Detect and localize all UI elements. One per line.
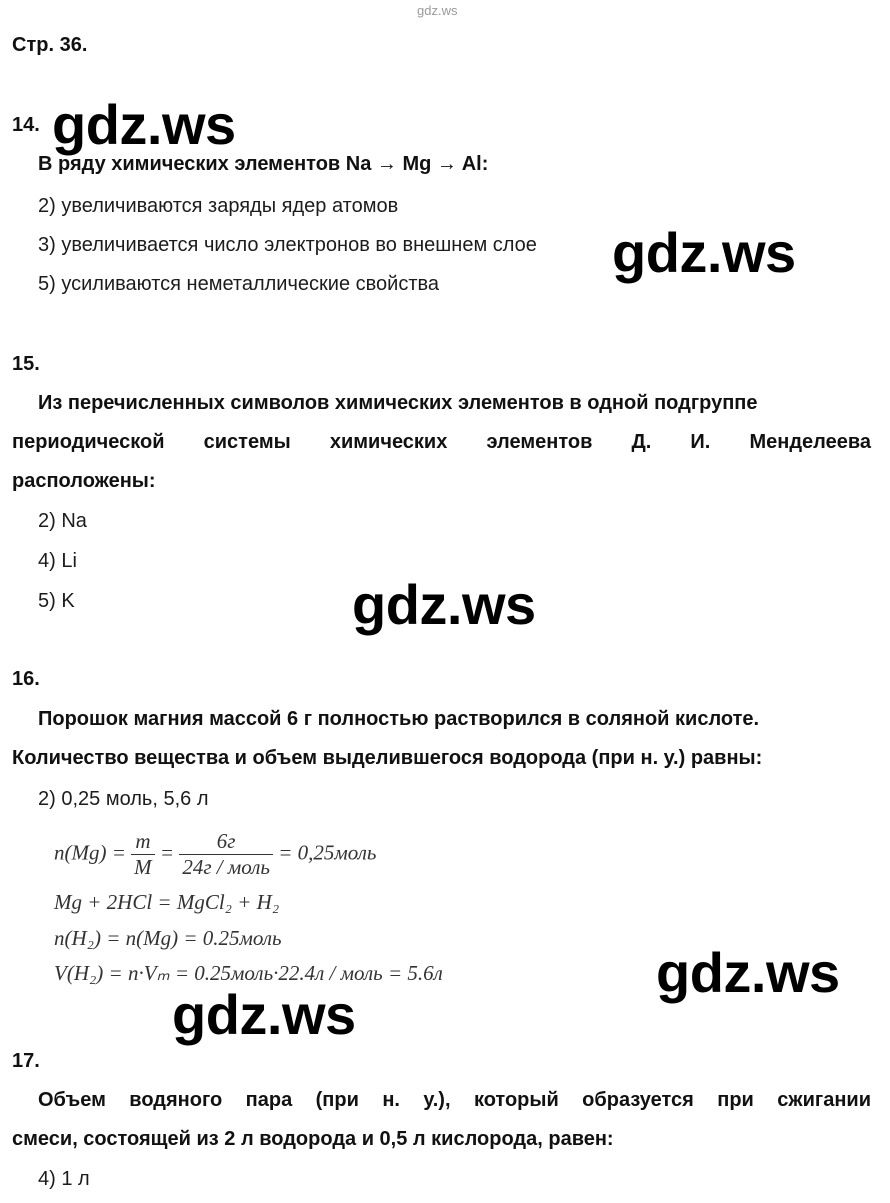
task-17-answer: 4) 1 л bbox=[38, 1168, 90, 1190]
task-16-number: 16. bbox=[12, 668, 40, 690]
task-17-question-line-2: смеси, состоящей из 2 л водорода и 0,5 л кислорода, равен: bbox=[12, 1128, 614, 1150]
task-16-question-line-1: Порошок магния массой 6 г полностью растворился в соляной кислоте. bbox=[38, 708, 760, 730]
task-14-answer-3: 5) усиливаются неметаллические свойства bbox=[38, 273, 440, 295]
task-15-question-line-2: периодической системы химических элементов Д. И. Менделеева bbox=[12, 431, 871, 453]
watermark: gdz.ws bbox=[352, 573, 536, 636]
fraction-m-over-M: $\frac{m}{M}$ bbox=[131, 829, 155, 880]
task-15-answer-1: 2) Na bbox=[38, 510, 87, 532]
task-16-question-line-2: Количество вещества и объем выделившегося водорода (при н. у.) равны: bbox=[12, 747, 763, 769]
task-14-answer-1: 2) увеличиваются заряды ядер атомов bbox=[38, 195, 399, 217]
task-15-question-line-1: Из перечисленных символов химических элементов в одной подгруппе bbox=[38, 392, 758, 414]
task-14-answer-2: 3) увеличивается число электронов во внешнем слое bbox=[38, 234, 537, 256]
watermark: gdz.ws bbox=[612, 221, 796, 284]
task-15-answer-3: 5) K bbox=[38, 590, 75, 612]
task-17-number: 17. bbox=[12, 1050, 40, 1072]
task-15-number: 15. bbox=[12, 353, 40, 375]
site-header-label: gdz.ws bbox=[417, 3, 458, 18]
page-title: Стр. 36. bbox=[12, 34, 88, 56]
formula-volume-h2: V(H₂) = n·Vₘ = 0.25моль·22.4л / моль = 5.6л bbox=[54, 961, 443, 985]
watermark: gdz.ws bbox=[172, 983, 356, 1046]
task-17-question-line-1: Объем водяного пара (при н. у.), который образуется при сжигании bbox=[38, 1089, 871, 1111]
task-15-answer-2: 4) Li bbox=[38, 550, 77, 572]
task-16-answer: 2) 0,25 моль, 5,6 л bbox=[38, 788, 209, 810]
task-15-question-line-3: расположены: bbox=[12, 470, 156, 492]
formula-reaction-equation: Mg + 2HCl = MgCl₂ + H₂ bbox=[54, 890, 280, 914]
watermark: gdz.ws bbox=[656, 941, 840, 1004]
fraction-mass-over-molar-mass: $\frac{6г}{\text{24г / моль}}$ bbox=[179, 829, 273, 880]
formula-moles-mg: n(Mg) = $\frac{m}{M}$ = $\frac{6г}{\text{24г / моль}}$ = 0,25моль bbox=[54, 829, 377, 879]
watermark: gdz.ws bbox=[52, 93, 236, 156]
task-14-number: 14. bbox=[12, 114, 40, 136]
formula-moles-h2: n(H₂) = n(Mg) = 0.25моль bbox=[54, 926, 282, 950]
task-14-question: В ряду химических элементов Na → Mg → Al: bbox=[38, 153, 489, 175]
